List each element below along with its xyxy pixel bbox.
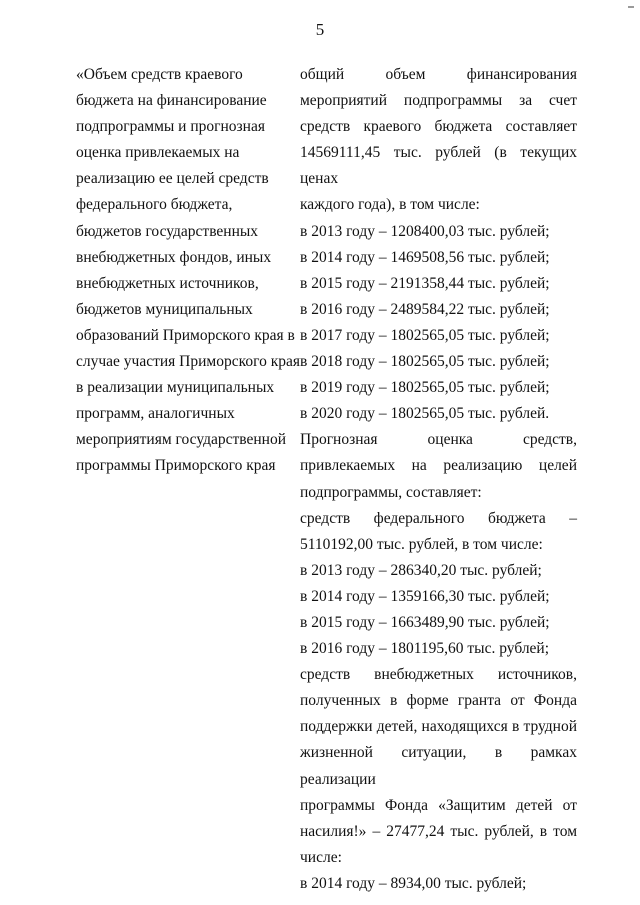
value-line: программы Фонда «Защитим детей от bbox=[300, 796, 577, 814]
value-line: общий объем финансирования bbox=[300, 66, 577, 83]
value-line: 14569111,45 тыс. рублей (в текущих ценах bbox=[300, 144, 577, 188]
label-line: образований Приморского края в bbox=[76, 326, 295, 344]
value-line: насилия!» – 27477,24 тыс. рублей, в том bbox=[300, 822, 577, 840]
page-number: 5 bbox=[315, 20, 325, 39]
funding-year-line: в 2016 году – 1801195,60 тыс. рублей; bbox=[300, 640, 550, 658]
label-line: реализацию ее целей средств bbox=[76, 170, 269, 188]
value-line: 5110192,00 тыс. рублей, в том числе: bbox=[300, 535, 543, 553]
funding-year-line: в 2018 году – 1802565,05 тыс. рублей; bbox=[300, 353, 550, 371]
label-line: в реализации муниципальных bbox=[76, 379, 275, 397]
value-line: средств федерального бюджета – bbox=[300, 509, 577, 527]
label-line: внебюджетных фондов, иных bbox=[76, 248, 272, 266]
passport-field-label bbox=[76, 62, 304, 480]
value-line: мероприятий подпрограммы за счет bbox=[300, 92, 577, 110]
label-line: программ, аналогичных bbox=[76, 405, 235, 423]
label-line: программы Приморского края bbox=[76, 457, 276, 475]
funding-year-line: в 2013 году – 286340,20 тыс. рублей; bbox=[300, 561, 542, 579]
label-line: подпрограммы и прогнозная bbox=[76, 118, 265, 136]
funding-year-line: в 2019 году – 1802565,05 тыс. рублей; bbox=[300, 379, 550, 397]
value-line: жизненной ситуации, в рамках реализации bbox=[300, 744, 577, 788]
label-line: внебюджетных источников, bbox=[76, 274, 259, 292]
funding-year-line: в 2014 году – 1359166,30 тыс. рублей; bbox=[300, 587, 550, 605]
label-line: федерального бюджета, bbox=[76, 196, 233, 214]
label-line: мероприятиям государственной bbox=[76, 431, 287, 449]
value-line: средств краевого бюджета составляет bbox=[300, 118, 577, 136]
value-line: числе: bbox=[300, 848, 342, 866]
label-line: бюджетов государственных bbox=[76, 222, 259, 240]
funding-year-line: в 2016 году – 2489584,22 тыс. рублей; bbox=[300, 300, 550, 318]
funding-year-line: в 2015 году – 2191358,44 тыс. рублей; bbox=[300, 274, 550, 292]
value-line: полученных в форме гранта от Фонда bbox=[300, 692, 577, 710]
passport-field-value bbox=[300, 62, 577, 897]
funding-year-line: в 2014 году – 1469508,56 тыс. рублей; bbox=[300, 248, 550, 266]
funding-year-line: в 2020 году – 1802565,05 тыс. рублей. bbox=[300, 405, 550, 423]
label-line: случае участия Приморского края bbox=[76, 353, 300, 371]
funding-year-line: в 2015 году – 1663489,90 тыс. рублей; bbox=[300, 613, 550, 631]
value-line: привлекаемых на реализацию целей bbox=[300, 457, 577, 475]
funding-year-line: в 2014 году – 8934,00 тыс. рублей; bbox=[300, 874, 527, 892]
value-line: подпрограммы, составляет: bbox=[300, 483, 482, 501]
label-line: оценка привлекаемых на bbox=[76, 144, 240, 162]
value-line: поддержки детей, находящихся в трудной bbox=[300, 718, 577, 736]
value-line: каждого года), в том числе: bbox=[300, 196, 480, 214]
label-line: «Объем средств краевого bbox=[76, 66, 243, 83]
scan-mark bbox=[628, 6, 634, 8]
value-line: средств внебюджетных источников, bbox=[300, 666, 577, 684]
value-line: Прогнозная оценка средств, bbox=[300, 431, 577, 449]
funding-year-line: в 2013 году – 1208400,03 тыс. рублей; bbox=[300, 222, 550, 240]
label-line: бюджетов муниципальных bbox=[76, 300, 253, 318]
label-line: бюджета на финансирование bbox=[76, 92, 267, 110]
funding-year-line: в 2017 году – 1802565,05 тыс. рублей; bbox=[300, 326, 550, 344]
